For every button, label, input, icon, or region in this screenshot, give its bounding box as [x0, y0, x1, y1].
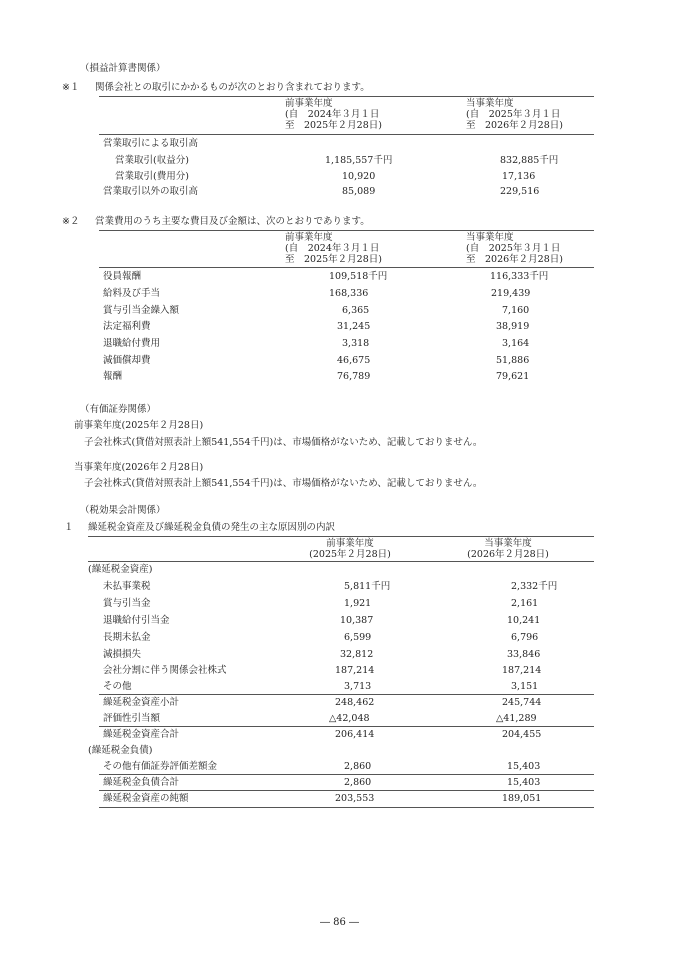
note2-row-label: 役員報酬 [103, 271, 142, 282]
note1-col-prev-header: 前事業年度 (自 2024年３月１日 至 2025年２月28日) [285, 98, 382, 131]
note2-row-label: 法定福利費 [103, 321, 151, 332]
tax-row-curr: 2,332千円 [511, 581, 558, 592]
note1-header-rule [99, 134, 594, 135]
note2-row-prev: 46,675 [337, 355, 371, 366]
note2-row-curr: 116,333千円 [490, 271, 549, 282]
securities-curr-period: 当事業年度(2026年２月28日) [74, 462, 204, 473]
tax-row-curr: 187,214 [502, 665, 542, 676]
securities-prev-text: 子会社株式(貸借対照表計上額541,554千円)は、市場価格がないため、記載しておりません。 [84, 437, 483, 448]
tax-row-label: 退職給付引当金 [103, 615, 170, 626]
tax-row-curr: 204,455 [502, 729, 542, 740]
securities-curr-text: 子会社株式(貸借対照表計上額541,554千円)は、市場価格がないため、記載しておりません。 [84, 478, 483, 489]
note1-row-prev: 1,185,557千円 [325, 155, 393, 166]
note2-row-label: 退職給付費用 [103, 338, 161, 349]
note2-row-prev: 109,518千円 [329, 271, 388, 282]
note2-row-prev: 76,789 [337, 371, 371, 382]
securities-heading: （有価証券関係） [80, 404, 157, 415]
note1-row-label: 営業取引による取引高 [103, 138, 199, 149]
note2-mark: ※２ [62, 216, 80, 227]
tax-row-curr: 6,796 [511, 632, 539, 643]
tax-col-curr-header: 当事業年度 (2026年２月28日) [467, 538, 549, 560]
tax-row-label: 繰延税金資産の純額 [103, 793, 189, 804]
tax-row-label: 賞与引当金 [103, 598, 151, 609]
note1-mark: ※１ [62, 82, 80, 93]
tax-row-label: 繰延税金資産小計 [103, 697, 180, 708]
note2-row-curr: 51,886 [496, 355, 530, 366]
tax-number: １ [64, 522, 74, 533]
tax-row-prev: 1,921 [344, 598, 372, 609]
tax-row-prev: 32,812 [340, 649, 374, 660]
note2-row-curr: 79,621 [496, 371, 530, 382]
tax-row-curr: 15,403 [507, 777, 541, 788]
tax-row-prev: 187,214 [335, 665, 375, 676]
tax-subtotal-rule [99, 694, 594, 695]
securities-prev-period: 前事業年度(2025年２月28日) [74, 420, 204, 431]
tax-row-label: 未払事業税 [103, 581, 151, 592]
tax-row-label: その他 [103, 681, 132, 692]
note2-row-label: 給料及び手当 [103, 288, 161, 299]
tax-liability-rule [99, 774, 594, 775]
tax-row-prev: △42,048 [329, 713, 370, 724]
note1-row-curr: 832,885千円 [500, 155, 559, 166]
note2-row-curr: 3,164 [502, 338, 530, 349]
note2-row-curr: 38,919 [496, 321, 530, 332]
note1-row-label: 営業取引(収益分) [115, 155, 189, 166]
tax-col-prev-header: 前事業年度 (2025年２月28日) [309, 538, 391, 560]
note1-row-prev: 85,089 [342, 186, 376, 197]
tax-row-curr: 15,403 [507, 761, 541, 772]
tax-row-label: (繰延税金資産) [88, 564, 153, 575]
tax-row-curr: 3,151 [511, 681, 539, 692]
note2-header-rule [99, 267, 594, 268]
note1-top-rule [99, 96, 594, 97]
tax-row-curr: 2,161 [511, 598, 539, 609]
tax-row-label: 繰延税金資産合計 [103, 729, 180, 740]
tax-heading: （税効果会計関係） [80, 505, 166, 516]
note1-row-prev: 10,920 [342, 171, 376, 182]
tax-row-curr: 189,051 [502, 793, 542, 804]
tax-header-rule [88, 561, 594, 562]
tax-row-curr: 245,744 [502, 697, 542, 708]
note2-row-label: 減価償却費 [103, 355, 151, 366]
tax-row-label: 会社分割に伴う関係会社株式 [103, 665, 227, 676]
tax-row-label: その他有価証券評価差額金 [103, 761, 218, 772]
tax-row-curr: △41,289 [496, 713, 537, 724]
note2-row-prev: 6,365 [342, 305, 370, 316]
note2-text: 営業費用のうち主要な費目及び金額は、次のとおりであります。 [95, 216, 370, 227]
note2-top-rule [99, 230, 594, 231]
note1-row-label: 営業取引(費用分) [115, 171, 189, 182]
tax-top-rule [88, 536, 594, 537]
tax-title: 繰延税金資産及び繰延税金負債の発生の主な原因別の内訳 [88, 522, 336, 533]
tax-row-curr: 33,846 [507, 649, 541, 660]
tax-row-prev: 5,811千円 [344, 581, 391, 592]
note2-col-prev-header: 前事業年度 (自 2024年３月１日 至 2025年２月28日) [285, 232, 382, 265]
note2-row-prev: 168,336 [329, 288, 369, 299]
note2-row-curr: 219,439 [491, 288, 531, 299]
note1-row-curr: 17,136 [502, 171, 536, 182]
note2-row-curr: 7,160 [502, 305, 530, 316]
note2-row-prev: 3,318 [342, 338, 370, 349]
note2-row-label: 報酬 [103, 371, 123, 382]
note1-col-curr-header: 当事業年度 (自 2025年３月１日 至 2026年２月28日) [466, 98, 563, 131]
tax-row-label: 評価性引当額 [103, 713, 161, 724]
tax-row-prev: 3,713 [344, 681, 372, 692]
tax-row-prev: 2,860 [344, 777, 372, 788]
tax-row-prev: 2,860 [344, 761, 372, 772]
tax-total-rule [99, 726, 594, 727]
tax-row-label: (繰延税金負債) [88, 745, 153, 756]
tax-row-label: 長期未払金 [103, 632, 151, 643]
note1-row-label: 営業取引以外の取引高 [103, 186, 199, 197]
tax-row-prev: 10,387 [340, 615, 374, 626]
note2-col-curr-header: 当事業年度 (自 2025年３月１日 至 2026年２月28日) [466, 232, 563, 265]
tax-row-prev: 6,599 [344, 632, 372, 643]
note2-row-prev: 31,245 [337, 321, 371, 332]
note1-row-curr: 229,516 [500, 186, 540, 197]
note2-row-label: 賞与引当金繰入額 [103, 305, 180, 316]
tax-net-rule [99, 790, 594, 791]
tax-row-curr: 10,241 [507, 615, 541, 626]
tax-row-prev: 248,462 [335, 697, 375, 708]
tax-bottom-rule [99, 807, 594, 808]
page-number: ― 86 ― [319, 917, 360, 928]
note1-text: 関係会社との取引にかかるものが次のとおり含まれております。 [95, 82, 370, 93]
tax-row-prev: 203,553 [335, 793, 375, 804]
pl-section-heading: （損益計算書関係） [80, 63, 166, 74]
tax-row-label: 繰延税金負債合計 [103, 777, 180, 788]
tax-row-prev: 206,414 [335, 729, 375, 740]
tax-row-label: 減損損失 [103, 649, 142, 660]
